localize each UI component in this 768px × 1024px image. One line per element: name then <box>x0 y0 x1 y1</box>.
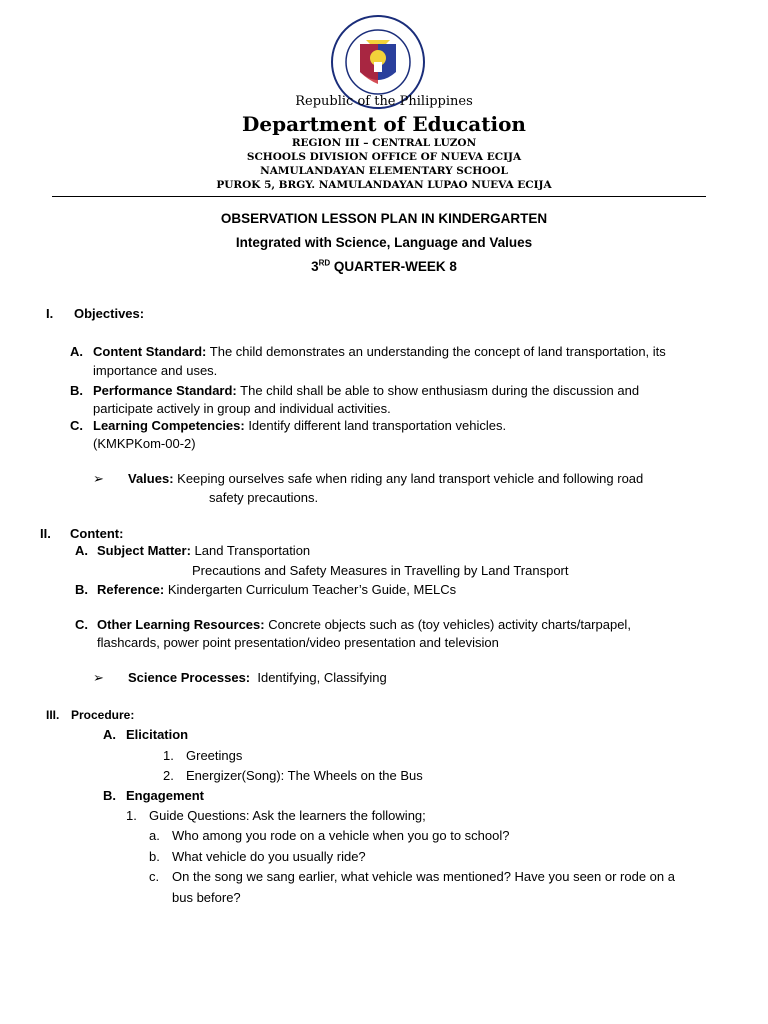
plan-subtitle: Integrated with Science, Language and Values <box>235 235 533 250</box>
other-resources: Other Learning Resources: Concrete objects such as (toy vehicles) activity charts/tarpapel, <box>97 617 631 632</box>
subject-matter-letter: A. <box>75 543 88 558</box>
engagement-heading: Engagement <box>126 788 205 803</box>
elicitation-letter: A. <box>103 727 116 742</box>
greetings-number: 1. <box>163 748 174 763</box>
energizer-number: 2. <box>163 768 174 783</box>
question-c: On the song we sang earlier, what vehicle was mentioned? Have you seen or rode on a <box>172 869 675 884</box>
objectives-heading: Objectives: <box>74 306 145 321</box>
republic-line: Republic of the Philippines <box>295 94 473 109</box>
content-number: II. <box>40 526 51 541</box>
question-a: Who among you rode on a vehicle when you go to school? <box>172 828 510 843</box>
school-line: NAMULANDAYAN ELEMENTARY SCHOOL <box>260 165 508 177</box>
procedure-number: III. <box>46 708 60 722</box>
learning-competencies-letter: C. <box>70 418 83 433</box>
content-heading: Content: <box>70 526 124 541</box>
performance-standard: Performance Standard: The child shall be able to show enthusiasm during the discussion and <box>93 383 640 398</box>
question-b: What vehicle do you usually ride? <box>172 849 366 864</box>
science-processes: Science Processes: Identifying, Classifying <box>128 670 387 685</box>
greetings-item: Greetings <box>186 748 243 763</box>
question-b-letter: b. <box>149 849 160 864</box>
subject-matter-cont: Precautions and Safety Measures in Travelling by Land Transport <box>192 563 569 578</box>
science-bullet-icon: ➢ <box>93 670 104 685</box>
question-c-letter: c. <box>149 869 160 884</box>
competency-code: (KMKPKom-00-2) <box>93 436 196 451</box>
values-item-cont: safety precautions. <box>209 490 319 505</box>
reference-letter: B. <box>75 582 88 597</box>
question-a-letter: a. <box>149 828 160 843</box>
address-line: PUROK 5, BRGY. NAMULANDAYAN LUPAO NUEVA ECIJA <box>216 179 552 191</box>
values-bullet-icon: ➢ <box>93 471 104 486</box>
procedure-heading: Procedure: <box>71 708 135 722</box>
guide-questions: Guide Questions: Ask the learners the following; <box>149 808 426 823</box>
elicitation-heading: Elicitation <box>126 727 189 742</box>
department-title: Department of Education <box>242 112 526 136</box>
values-item: Values: Keeping ourselves safe when riding any land transport vehicle and following road <box>128 471 644 486</box>
quarter-line: 3RD QUARTER-WEEK 8 <box>311 258 457 274</box>
other-resources-letter: C. <box>75 617 88 632</box>
guide-questions-number: 1. <box>126 808 137 823</box>
engagement-letter: B. <box>103 788 116 803</box>
content-standard-cont: importance and uses. <box>93 363 218 378</box>
other-resources-cont: flashcards, power point presentation/video presentation and television <box>97 635 499 650</box>
subject-matter: Subject Matter: Land Transportation <box>97 543 311 558</box>
performance-standard-letter: B. <box>70 383 83 398</box>
energizer-item: Energizer(Song): The Wheels on the Bus <box>186 768 423 783</box>
plan-title: OBSERVATION LESSON PLAN IN KINDERGARTEN <box>220 211 548 226</box>
question-c-cont: bus before? <box>172 890 241 905</box>
objectives-number: I. <box>46 306 54 321</box>
division-line: SCHOOLS DIVISION OFFICE OF NUEVA ECIJA <box>246 151 522 163</box>
region-line: REGION III – CENTRAL LUZON <box>291 137 477 149</box>
reference: Reference: Kindergarten Curriculum Teacher’s Guide, MELCs <box>97 582 457 597</box>
header-divider <box>52 196 706 197</box>
content-standard-letter: A. <box>70 344 83 359</box>
content-standard: Content Standard: The child demonstrates an understanding the concept of land transportation, its <box>93 344 666 359</box>
learning-competencies: Learning Competencies: Identify different land transportation vehicles. <box>93 418 507 433</box>
performance-standard-cont: participate actively in group and individual activities. <box>93 401 391 416</box>
